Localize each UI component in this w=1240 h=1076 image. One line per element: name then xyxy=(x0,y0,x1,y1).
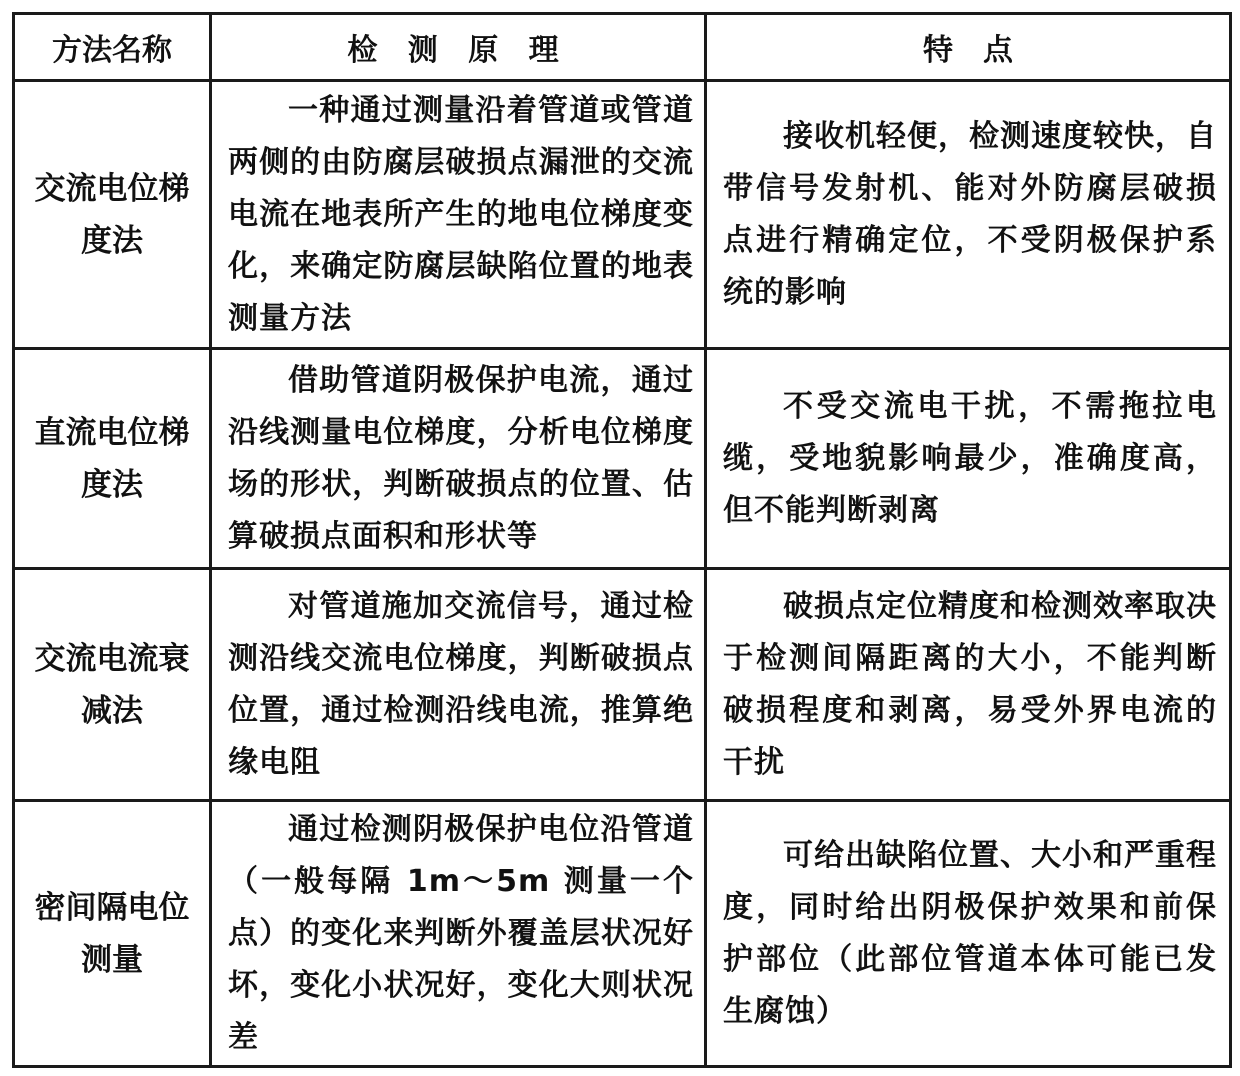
method-name xyxy=(14,349,211,569)
header-method-name: 方法名称 xyxy=(14,14,211,81)
method-feature: 不受交流电干扰，不需拖拉电缆，受地貌影响最少，准确度高，但不能判断剥离 xyxy=(706,349,1231,569)
table-row xyxy=(14,349,1231,569)
method-name xyxy=(14,81,211,349)
methods-table xyxy=(12,12,1232,1068)
method-name-text: 密间隔电位测量 xyxy=(34,889,190,978)
method-feature: 破损点定位精度和检测效率取决于检测间隔距离的大小，不能判断破损程度和剥离，易受外界电流的干扰 xyxy=(706,569,1231,801)
method-principle: 一种通过测量沿着管道或管道两侧的由防腐层破损点漏泄的交流电流在地表所产生的地电位梯度变化，来确定防腐层缺陷位置的地表测量方法 xyxy=(211,81,706,349)
method-feature: 接收机轻便，检测速度较快，自带信号发射机、能对外防腐层破损点进行精确定位，不受阴极保护系统的影响 xyxy=(706,81,1231,349)
method-name-text: 交流电位梯度法 xyxy=(34,170,190,259)
method-name xyxy=(14,569,211,801)
header-row xyxy=(14,14,1231,81)
table-row xyxy=(14,801,1231,1067)
table-row xyxy=(14,569,1231,801)
method-principle: 借助管道阴极保护电流，通过沿线测量电位梯度，分析电位梯度场的形状，判断破损点的位置、估算破损点面积和形状等 xyxy=(211,349,706,569)
method-principle: 对管道施加交流信号，通过检测沿线交流电位梯度，判断破损点位置，通过检测沿线电流，推算绝缘电阻 xyxy=(211,569,706,801)
table-row xyxy=(14,81,1231,349)
method-principle: 通过检测阴极保护电位沿管道（一般每隔 1m～5m 测量一个点）的变化来判断外覆盖层状况好坏，变化小状况好，变化大则状况差 xyxy=(211,801,706,1067)
method-feature: 可给出缺陷位置、大小和严重程度，同时给出阴极保护效果和前保护部位（此部位管道本体可能已发生腐蚀） xyxy=(706,801,1231,1067)
method-name-text: 直流电位梯度法 xyxy=(34,414,190,503)
header-principle-label: 检 测 原 理 xyxy=(347,33,569,68)
method-name-text: 交流电流衰减法 xyxy=(34,640,190,729)
header-features: 特 点 xyxy=(706,14,1231,81)
header-principle xyxy=(211,14,706,81)
method-name xyxy=(14,801,211,1067)
